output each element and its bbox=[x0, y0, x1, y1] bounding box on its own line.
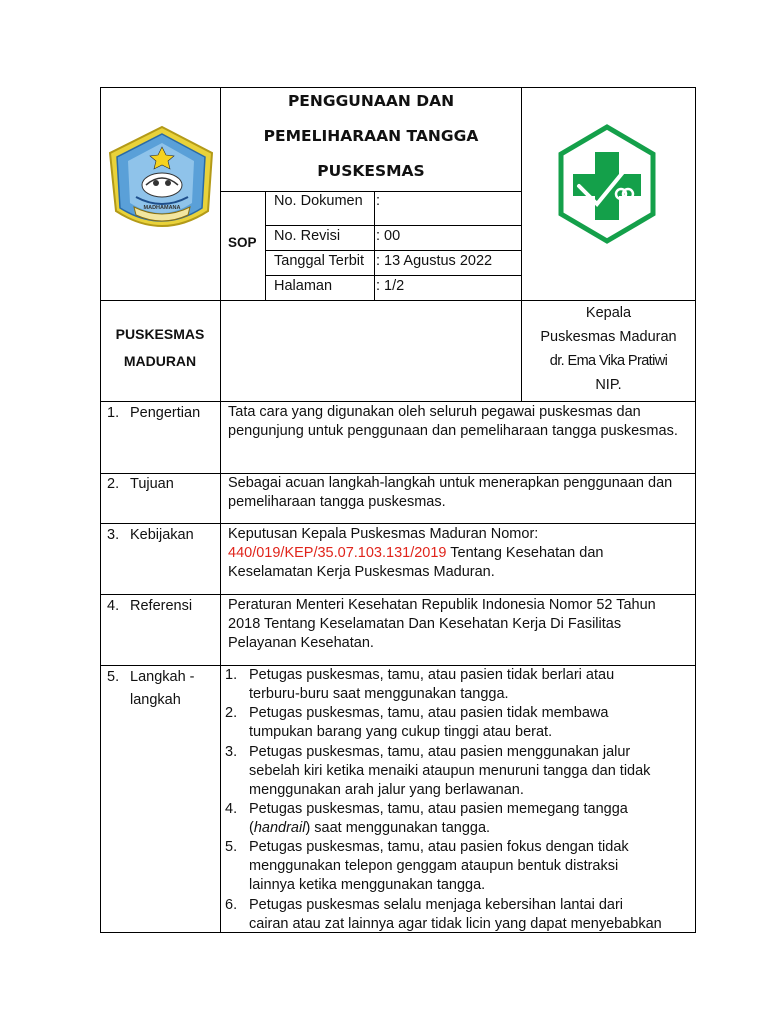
kebijakan-text bbox=[228, 525, 690, 582]
list-item bbox=[225, 704, 695, 742]
tujuan-text: Sebagai acuan langkah-langkah untuk menerapkan penggunaan dan pemeliharaan tangga puskesmas. bbox=[228, 475, 673, 510]
meta-label-tanggal-terbit: Tanggal Terbit bbox=[274, 253, 365, 269]
step-line: Petugas puskesmas selalu menjaga kebersihan lantai dari bbox=[249, 897, 623, 913]
step-number: 1. bbox=[225, 667, 238, 683]
section-number-5: 5. bbox=[107, 669, 120, 685]
list-item bbox=[225, 896, 695, 934]
org-name-line-1: PUSKESMAS bbox=[115, 326, 205, 342]
step-number: 5. bbox=[225, 839, 238, 855]
document-title-line-3: PUSKESMAS bbox=[317, 162, 425, 180]
signatory-unit: Puskesmas Maduran bbox=[540, 329, 677, 345]
meta-value-halaman: : 1/2 bbox=[376, 278, 405, 294]
kabupaten-sumenep-crest-icon bbox=[106, 123, 218, 245]
kebijakan-text-prefix: Keputusan Kepala Puskesmas Maduran Nomor: bbox=[228, 526, 539, 542]
section-number-4: 4. bbox=[107, 598, 120, 614]
kebijakan-text-suffix: Tentang Kesehatan dan Keselamatan Kerja Puskesmas Maduran. bbox=[228, 545, 604, 580]
pengertian-text: Tata cara yang digunakan oleh seluruh pegawai puskesmas dan pengunjung untuk penggunaan dan pemeliharaan tangga puskesmas. bbox=[228, 404, 678, 439]
puskesmas-cross-logo-icon bbox=[557, 124, 657, 244]
document-title-line-2: PEMELIHARAAN TANGGA bbox=[263, 127, 479, 145]
step-line: terburu-buru saat menggunakan tangga. bbox=[249, 686, 509, 702]
step-line: menggunakan telepon genggam ataupun bentuk distraksi bbox=[249, 858, 619, 874]
step-line: Petugas puskesmas, tamu, atau pasien menggunakan jalur bbox=[249, 744, 631, 760]
section-number-3: 3. bbox=[107, 527, 120, 543]
step-number: 2. bbox=[225, 705, 238, 721]
section-label-tujuan: Tujuan bbox=[130, 476, 174, 492]
list-item bbox=[225, 800, 695, 838]
handrail-term: handrail bbox=[253, 820, 306, 836]
crest-banner-text: MADHAMANA bbox=[143, 205, 181, 211]
section-label-referensi: Referensi bbox=[130, 598, 193, 614]
signatory-nip: NIP. bbox=[595, 377, 622, 393]
step-number: 3. bbox=[225, 744, 238, 760]
step-line: menggunakan arah jalur yang berlawanan. bbox=[249, 782, 524, 798]
meta-label-no-dokumen: No. Dokumen bbox=[274, 193, 363, 209]
meta-label-halaman: Halaman bbox=[274, 278, 333, 294]
step-line: lainnya ketika menggunakan tangga. bbox=[249, 877, 486, 893]
document-title-line-1: PENGGUNAAN DAN bbox=[287, 92, 455, 110]
section-label-langkah-line-2: langkah bbox=[130, 692, 181, 708]
org-name-line-2: MADURAN bbox=[123, 353, 197, 369]
list-item bbox=[225, 838, 695, 895]
step-line-rest: ) saat menggunakan tangga. bbox=[305, 820, 491, 836]
meta-value-no-revisi: : 00 bbox=[376, 228, 401, 244]
step-line: Petugas puskesmas, tamu, atau pasien tidak membawa bbox=[249, 705, 609, 721]
meta-label-no-revisi: No. Revisi bbox=[274, 228, 341, 244]
step-line: tumpukan barang yang cukup tinggi atau berat. bbox=[249, 724, 553, 740]
step-number: 6. bbox=[225, 897, 238, 913]
step-line bbox=[249, 819, 695, 838]
meta-value-no-dokumen: : bbox=[376, 193, 381, 209]
kebijakan-decree-number: 440/019/KEP/35.07.103.131/2019 bbox=[228, 545, 447, 561]
section-number-2: 2. bbox=[107, 476, 120, 492]
signatory-name: dr. Ema Vika Pratiwi bbox=[549, 353, 668, 369]
section-label-pengertian: Pengertian bbox=[130, 405, 201, 421]
sop-label: SOP bbox=[228, 235, 257, 250]
referensi-text: Peraturan Menteri Kesehatan Republik Indonesia Nomor 52 Tahun 2018 Tentang Keselamatan Dan Kesehatan Kerja Di Fasilitas Pelayanan Kesehatan. bbox=[228, 597, 656, 651]
meta-value-tanggal-terbit: : 13 Agustus 2022 bbox=[376, 253, 493, 269]
step-line: cairan atau zat lainnya agar tidak licin yang dapat menyebabkan bbox=[249, 916, 662, 932]
step-line: Petugas puskesmas, tamu, atau pasien tidak berlari atau bbox=[249, 667, 615, 683]
list-item bbox=[225, 666, 695, 704]
step-line: Petugas puskesmas, tamu, atau pasien memegang tangga bbox=[249, 801, 628, 817]
list-item bbox=[225, 743, 695, 800]
section-label-langkah-line-1: Langkah - bbox=[130, 669, 195, 685]
step-line: Petugas puskesmas, tamu, atau pasien fokus dengan tidak bbox=[249, 839, 629, 855]
section-label-kebijakan: Kebijakan bbox=[130, 527, 194, 543]
step-line: sebelah kiri ketika menaiki ataupun menuruni tangga dan tidak bbox=[249, 763, 651, 779]
signatory-title: Kepala bbox=[585, 305, 632, 321]
step-line-open: ( bbox=[249, 820, 254, 836]
section-number-1: 1. bbox=[107, 405, 120, 421]
step-number: 4. bbox=[225, 801, 238, 817]
